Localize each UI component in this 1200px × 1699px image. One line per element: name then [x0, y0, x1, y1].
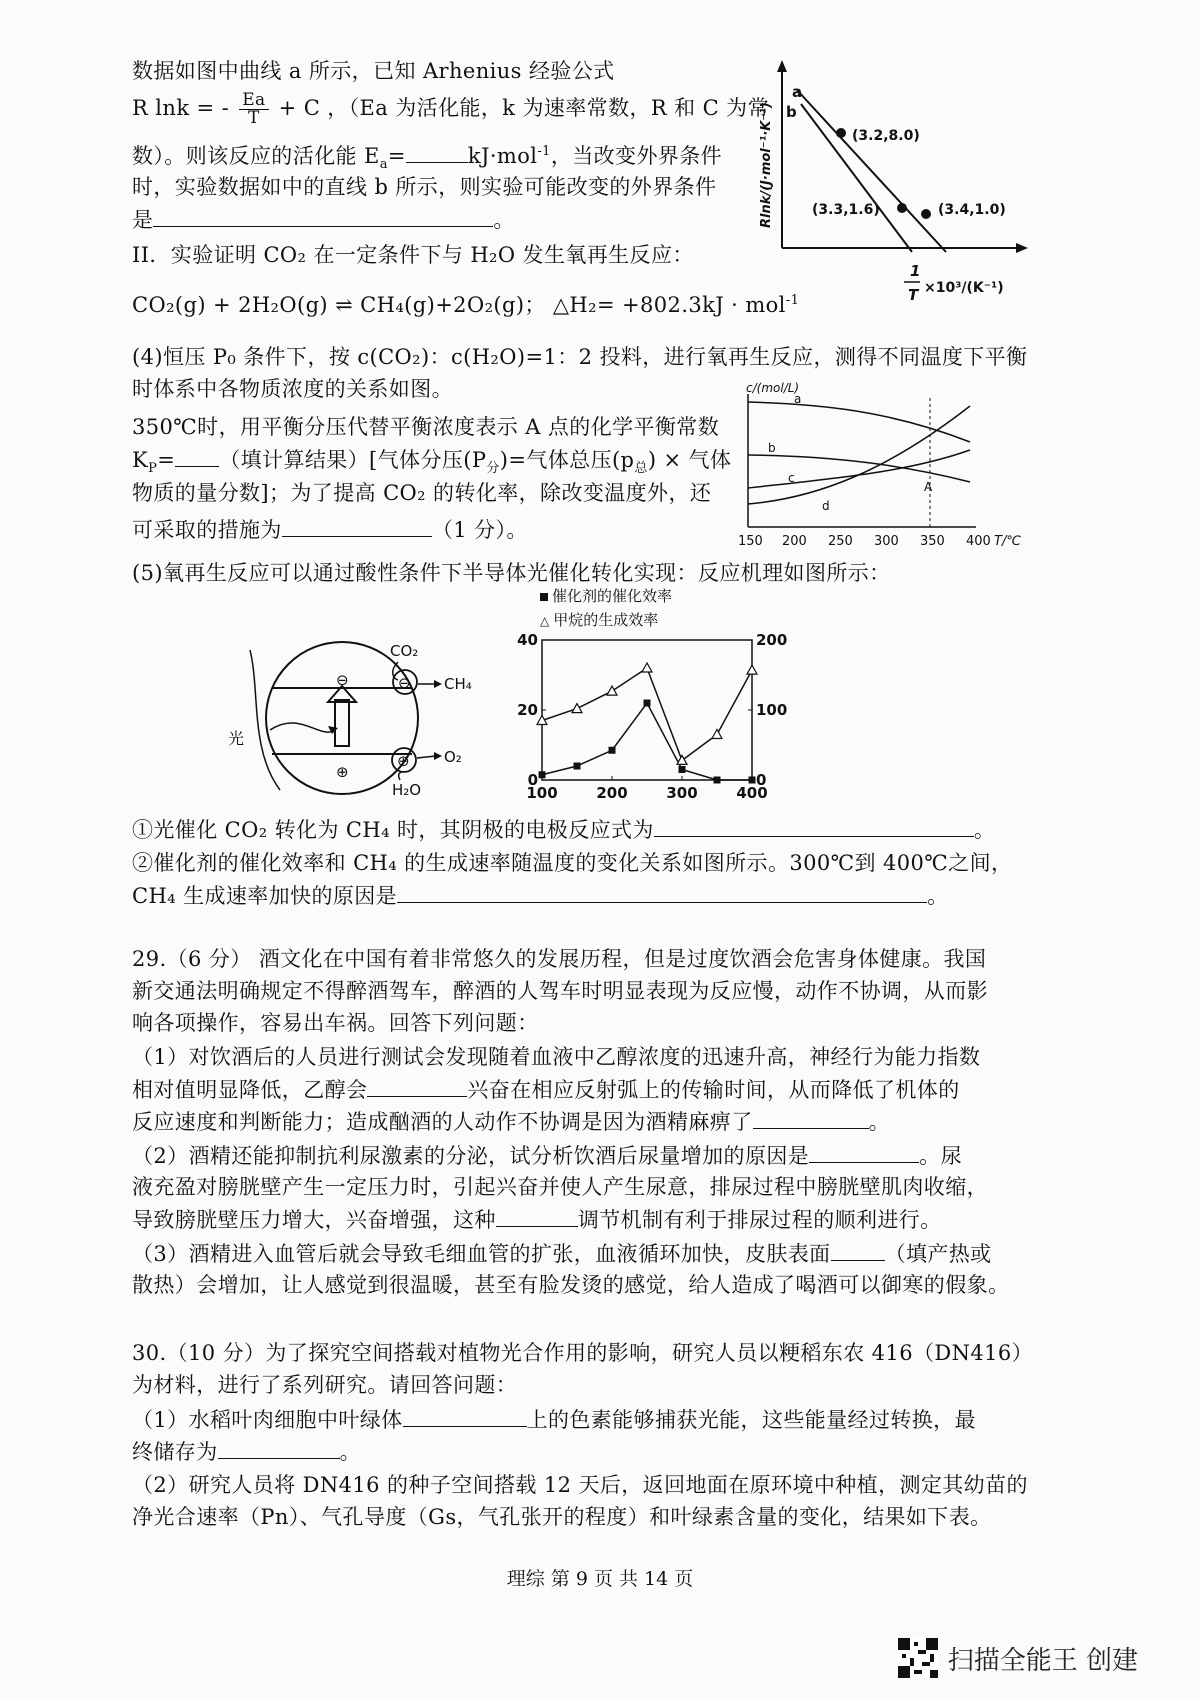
series-line-1 [542, 668, 752, 760]
methane-rate-point [607, 686, 617, 695]
curve-label: b [768, 441, 776, 455]
co2-label: CO₂ [390, 642, 419, 660]
text-line: （1）对饮酒后的人员进行测试会发现随着血液中乙醇浓度的迅速升高，神经行为能力指数 [132, 1045, 981, 1069]
data-point [836, 128, 846, 138]
question-30-title: 30.（10 分）为了探究空间搭载对植物光合作用的影响，研究人员以粳稻东农 416（DN416） [132, 1341, 1034, 1365]
line-b-label: b [786, 103, 797, 121]
text-line: 净光合速率（Pn）、气孔导度（Gs，气孔张开的程度）和叶绿素含量的变化，结果如下表。 [132, 1505, 992, 1529]
curve-label: d [822, 499, 830, 513]
x-tick-label: 200 [596, 784, 628, 802]
y-axis-label: Rlnk/(J·mol⁻¹·K⁻¹) [759, 102, 774, 228]
reaction-equation: CO₂(g) + 2H₂O(g) ⇌ CH₄(g)+2O₂(g)； △H₂= +802.3kJ · mol$^{-1}$ [132, 293, 800, 317]
answer-blank[interactable] [367, 1074, 467, 1097]
right-y-tick-label: 100 [756, 701, 788, 719]
legend [540, 584, 672, 633]
text-line: （2）酒精还能抑制抗利尿激素的分泌，试分析饮酒后尿量增加的原因是 。尿 [132, 1140, 962, 1171]
text-line: $K_P=$ （填计算结果）[气体分压$(P_分)=$气体总压$(p_总)$ × 气体 [132, 444, 731, 475]
left-y-tick-label: 0 [527, 771, 538, 789]
text-line: 是 。 [132, 204, 515, 235]
arrhenius-plot [752, 60, 1032, 310]
curve-label: c [788, 471, 795, 485]
text-line: 为材料，进行了系列研究。请回答问题： [132, 1373, 518, 1397]
curve-a [748, 402, 970, 442]
line-a-label: a [792, 83, 803, 101]
chart-series [537, 663, 757, 784]
arrhenius-formula-line: R lnk = - $\frac{Ea}{T}$ + C ，（Ea 为活化能，k 为速率常数，R 和 C 为常 [132, 90, 769, 128]
point-label: (3.4,1.0) [938, 202, 1006, 218]
concentration-plot [738, 380, 1038, 550]
catalyst-efficiency-point [644, 700, 651, 707]
svg-text:300: 300 [874, 534, 899, 549]
text-line: （1）水稻叶肉细胞中叶绿体 上的色素能够捕获光能，这些能量经过转换，最 [132, 1404, 976, 1435]
o2-label: O₂ [444, 748, 462, 766]
h2o-label: H₂O [392, 781, 422, 799]
text-line: （3）酒精进入血管后就会导致毛细血管的扩张，血液循环加快，皮肤表面 （填产热或 [132, 1238, 992, 1269]
x-frac-num: 1 [910, 262, 921, 280]
text-line: 数据如图中曲线 a 所示，已知 Arhenius 经验公式 [132, 59, 615, 83]
legend-item-methane: △ 甲烷的生成效率 [540, 611, 659, 629]
catalyst-efficiency-point [749, 777, 756, 784]
text-line: (4)恒压 P₀ 条件下，按 c(CO₂)：c(H₂O)=1：2 投料，进行氧再生反应，测得不同温度下平衡 [132, 345, 1028, 369]
curve-label: a [794, 392, 802, 406]
y-axis-label: c/(mol/L) [746, 381, 800, 395]
catalyst-efficiency-point [609, 747, 616, 754]
catalyst-efficiency-point [574, 763, 581, 770]
text-line: 反应速度和判断能力；造成酗酒的人动作不协调是因为酒精麻痹了 。 [132, 1106, 890, 1137]
answer-blank[interactable] [153, 204, 493, 227]
ch4-label: CH₄ [444, 675, 472, 693]
hole-symbol: ⊕ [336, 763, 349, 781]
svg-text:150: 150 [738, 534, 763, 549]
curve-d [748, 406, 970, 504]
chart-ticks [517, 631, 787, 802]
text-line: ①光催化 CO₂ 转化为 CH₄ 时，其阴极的电极反应式为 。 [132, 814, 995, 845]
answer-blank[interactable] [496, 1204, 578, 1227]
methane-rate-point [712, 730, 722, 739]
light-label: 光 [228, 729, 245, 748]
x-tick-label: 400 [736, 784, 768, 802]
text-line: 350℃时，用平衡分压代替平衡浓度表示 A 点的化学平衡常数 [132, 415, 720, 439]
svg-text:⊖: ⊖ [398, 674, 411, 692]
text-line: CH₄ 生成速率加快的原因是 。 [132, 880, 948, 911]
svg-text:250: 250 [828, 534, 853, 549]
answer-blank[interactable] [831, 1238, 885, 1261]
methane-rate-point [642, 663, 652, 672]
catalyst-efficiency-point [714, 777, 721, 784]
brand-label: 扫描全能王 创建 [947, 1645, 1138, 1676]
text-line: 新交通法明确规定不得醉酒驾车，醉酒的人驾车时明显表现为反应慢，动作不协调，从而影 [132, 979, 988, 1003]
point-a-label: A [924, 480, 933, 494]
methane-rate-point [572, 704, 582, 713]
legend-item-catalyst: 催化剂的催化效率 [540, 584, 672, 608]
methane-rate-point [677, 755, 687, 764]
catalyst-rate-chart [517, 630, 790, 810]
electron-symbol: ⊖ [336, 671, 349, 689]
answer-blank[interactable] [397, 880, 927, 903]
scanner-watermark [898, 1638, 1138, 1678]
x-axis-label: T/℃ [994, 534, 1021, 549]
x-tick-label: 300 [666, 784, 698, 802]
qr-code-icon [898, 1638, 938, 1678]
text-line: 可采取的措施为 （1 分）。 [132, 514, 528, 545]
section-heading: II．实验证明 CO₂ 在一定条件下与 H₂O 发生氧再生反应： [132, 243, 694, 267]
x-ticks [738, 534, 991, 549]
data-point [921, 209, 931, 219]
answer-blank[interactable] [753, 1106, 869, 1129]
x-tick-label: 100 [526, 784, 558, 802]
page-footer: 理综 第 9 页 共 14 页 [506, 1568, 694, 1590]
answer-blank[interactable] [809, 1140, 919, 1163]
answer-blank[interactable] [282, 514, 432, 537]
svg-text:⊕: ⊕ [397, 752, 410, 770]
catalyst-efficiency-point [539, 771, 546, 778]
text-line: 液充盈对膀胱壁产生一定压力时，引起兴奋并使人产生尿意，排尿过程中膀胱壁肌肉收缩， [132, 1175, 988, 1199]
svg-text:400: 400 [966, 534, 991, 549]
text-line: 响各项操作，容易出车祸。回答下列问题： [132, 1011, 539, 1035]
data-point [897, 203, 907, 213]
text-line: 时，实验数据如中的直线 b 所示，则实验可能改变的外界条件 [132, 175, 717, 199]
left-y-tick-label: 40 [517, 631, 538, 649]
svg-text:350: 350 [920, 534, 945, 549]
text-line: 时体系中各物质浓度的关系如图。 [132, 377, 453, 401]
fraction-ea-over-t: $\frac{Ea}{T}$ [239, 92, 268, 127]
answer-blank[interactable] [175, 444, 219, 467]
answer-blank[interactable] [654, 814, 974, 837]
point-label: (3.2,8.0) [852, 128, 920, 144]
methane-rate-point [747, 665, 757, 674]
right-y-tick-label: 200 [756, 631, 788, 649]
curve-b [748, 455, 970, 482]
mechanism-diagram [228, 630, 490, 810]
left-y-tick-label: 20 [517, 701, 538, 719]
text-line: ②催化剂的催化效率和 CH₄ 的生成速率随温度的变化关系如图所示。300℃到 400℃之间， [132, 851, 1013, 875]
text-line: （2）研究人员将 DN416 的种子空间搭载 12 天后，返回地面在原环境中种植，测定其幼苗的 [132, 1473, 1028, 1497]
text-line: 散热）会增加，让人感觉到很温暖，甚至有脸发烫的感觉，给人造成了喝酒可以御寒的假象。 [132, 1273, 1010, 1297]
x-axis-unit: ×10³/(K⁻¹) [924, 280, 1004, 296]
light-arrow [250, 650, 280, 790]
text-line: 终储存为 。 [132, 1436, 361, 1467]
right-y-tick-label: 0 [756, 771, 767, 789]
text-line: (5)氧再生反应可以通过酸性条件下半导体光催化转化实现：反应机理如图所示： [132, 561, 891, 585]
x-frac-den: T [908, 286, 919, 304]
catalyst-efficiency-point [679, 766, 686, 773]
text-line: 相对值明显降低，乙醇会 兴奋在相应反射弧上的传输时间，从而降低了机体的 [132, 1074, 960, 1105]
line-b [801, 104, 912, 252]
svg-text:200: 200 [782, 534, 807, 549]
point-label: (3.3,1.6) [812, 202, 880, 218]
text-line: 导致膀胱壁压力增大，兴奋增强，这种 调节机制有利于排尿过程的顺利进行。 [132, 1204, 942, 1235]
text-line: 数）。则该反应的活化能 $E_a= kJ\cdot mol^{-1}$，当改变外界条件 [132, 140, 722, 171]
answer-blank[interactable] [406, 140, 468, 163]
line-a [797, 90, 946, 252]
answer-blank[interactable] [218, 1436, 340, 1459]
question-29-title: 29.（6 分） 酒文化在中国有着非常悠久的发展历程，但是过度饮酒会危害身体健康。我国 [132, 947, 987, 971]
text-line: 物质的量分数]；为了提高 CO₂ 的转化率，除改变温度外，还 [132, 481, 712, 505]
answer-blank[interactable] [403, 1404, 527, 1427]
